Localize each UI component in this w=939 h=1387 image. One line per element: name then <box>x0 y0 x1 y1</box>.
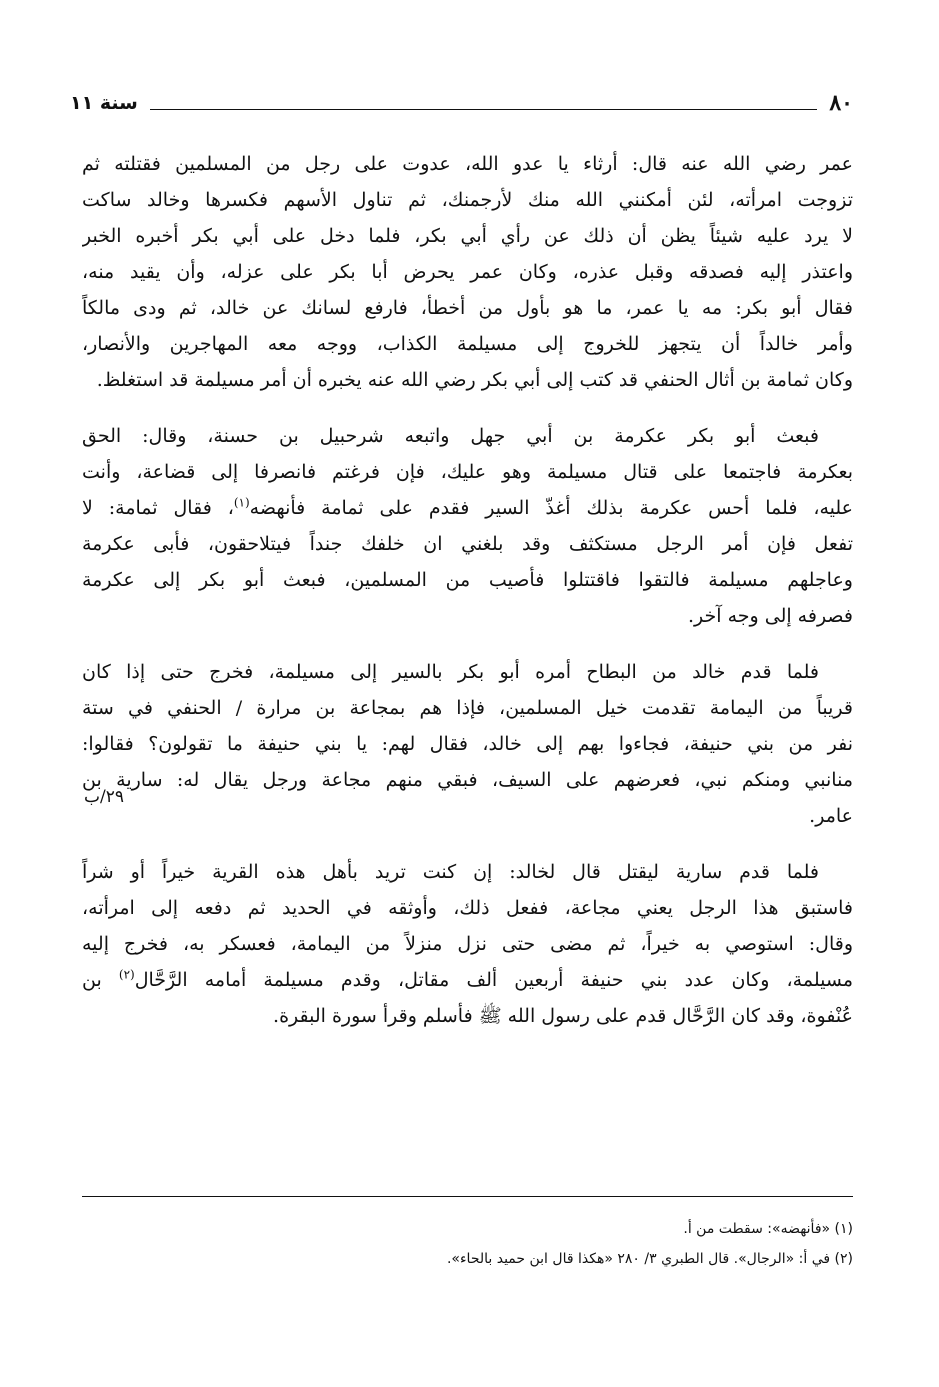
footnote: (١) «فأنهضه»: سقطت من أ. <box>683 1221 853 1237</box>
body-text <box>82 146 853 1054</box>
text-line: لا يرد عليه شيئاً يظن أن ذلك عن رأي أبي بكر، فلما دخل على أبي بكر أخبره الخبر <box>82 225 853 247</box>
footnote-separator <box>82 1196 853 1197</box>
text-line: تزوجت امرأته، لئن أمكنني الله منك لأرجمنك، ثم تناول الأسهم فكسرها وخالد ساكت <box>82 189 853 211</box>
paragraph <box>82 418 853 634</box>
text-line: فلما قدم سارية ليقتل قال لخالد: إن كنت تريد بأهل هذه القرية خيراً أو شراً <box>82 861 819 883</box>
footnote-ref-1: (١) <box>233 495 250 510</box>
text-line: وقال: استوصي به خيراً، ثم مضى حتى نزل منزلاً من اليمامة، فعسكر به، فخرج إليه <box>82 933 853 955</box>
text-line: نفر من بني حنيفة، فجاءوا بهم إلى خالد، فقال لهم: يا بني حنيفة ما تقولون؟ فقالوا: <box>82 733 853 755</box>
text-line: فاستبق هذا الرجل يعني مجاعة، ففعل ذلك، وأوثقه في الحديد ثم دفعه إلى امرأته، <box>82 897 853 919</box>
paragraph <box>82 146 853 398</box>
text-line: عامر. <box>809 805 853 827</box>
text-line: واعتذر إليه فصدقه وقبل عذره، وكان عمر يحرض أبا بكر على عزله، وأن يقيد منه، <box>82 261 853 283</box>
text-line: عُنْفوة، وقد كان الرَّحَّال قدم على رسول الله ﷺ فأسلم وقرأ سورة البقرة. <box>273 1005 853 1027</box>
text-fragment: عليه، فلما أحس عكرمة بذلك أغذّ السير فقدم على ثمامة فأنهضه <box>249 497 853 519</box>
paragraph <box>82 654 853 834</box>
manuscript-folio-note: ٢٩/ب <box>84 787 124 807</box>
text-line: بعكرمة فاجتمعا على قتال مسيلمة وهو عليك، فإن فرغتم فانصرفا إلى قضاعة، وأنت <box>82 461 853 483</box>
footnotes <box>82 1214 853 1274</box>
text-line-with-footnote <box>82 490 853 526</box>
text-line-with-footnote <box>82 962 853 998</box>
footnote: (٢) في أ: «الرجال». قال الطبري ٣/ ٢٨٠ «هكذا قال ابن حميد بالحاء». <box>446 1251 853 1267</box>
text-line: عمر رضي الله عنه قال: أرثاء يا عدو الله، عدوت على رجل من المسلمين فقتلته ثم <box>82 153 853 175</box>
text-line: منانبي ومنكم نبي، فعرضهم على السيف، فبقي منهم مجاعة ورجل يقال له: سارية بن <box>82 769 853 791</box>
running-header <box>70 86 853 120</box>
text-line: وأمر خالداً أن يتجهز للخروج إلى مسيلمة الكذاب، ووجه معه المهاجرين والأنصار، <box>82 333 853 355</box>
text-line: قريباً من اليمامة تقدمت خيل المسلمين، فإذا هم بمجاعة بن مرارة / الحنفي في ستة <box>82 697 853 719</box>
text-line: فصرفه إلى وجه آخر. <box>688 605 853 627</box>
page-number: ٨٠ <box>829 90 853 116</box>
running-title: سنة ١١ <box>70 92 138 114</box>
text-line: فقال أبو بكر: مه يا عمر، ما هو بأول من أخطأ، فارفع لسانك عن خالد، ثم ودى مالكاً <box>82 297 853 319</box>
text-line: تفعل فإن أمر الرجل مستكثف وقد بلغني ان خلفك جنداً فيتلاحقون، فأبى عكرمة <box>82 533 853 555</box>
text-fragment: ، فقال ثمامة: لا <box>82 497 234 519</box>
text-fragment: بن <box>82 969 119 991</box>
paragraph <box>82 854 853 1034</box>
text-line: فلما قدم خالد من البطاح أمره أبو بكر بالسير إلى مسيلمة، فخرج حتى إذا كان <box>82 661 819 683</box>
text-line: وكان ثمامة بن أثال الحنفي قد كتب إلى أبي بكر رضي الله عنه يخبره أن أمر مسيلمة قد استغلظ. <box>96 369 853 391</box>
text-line: وعاجلهم مسيلمة فالتقوا فاقتتلوا فأصيب من المسلمين، فبعث أبو بكر إلى عكرمة <box>82 569 853 591</box>
text-fragment: مسيلمة، وكان عدد بني حنيفة أربعين ألف مقاتل، وقدم مسيلمة أمامه الرَّحَّال <box>134 969 853 991</box>
text-line: فبعث أبو بكر عكرمة بن أبي جهل واتبعه شرحبيل بن حسنة، وقال: الحق <box>82 425 819 447</box>
footnote-ref-2: (٢) <box>118 967 135 982</box>
header-rule <box>150 109 818 110</box>
